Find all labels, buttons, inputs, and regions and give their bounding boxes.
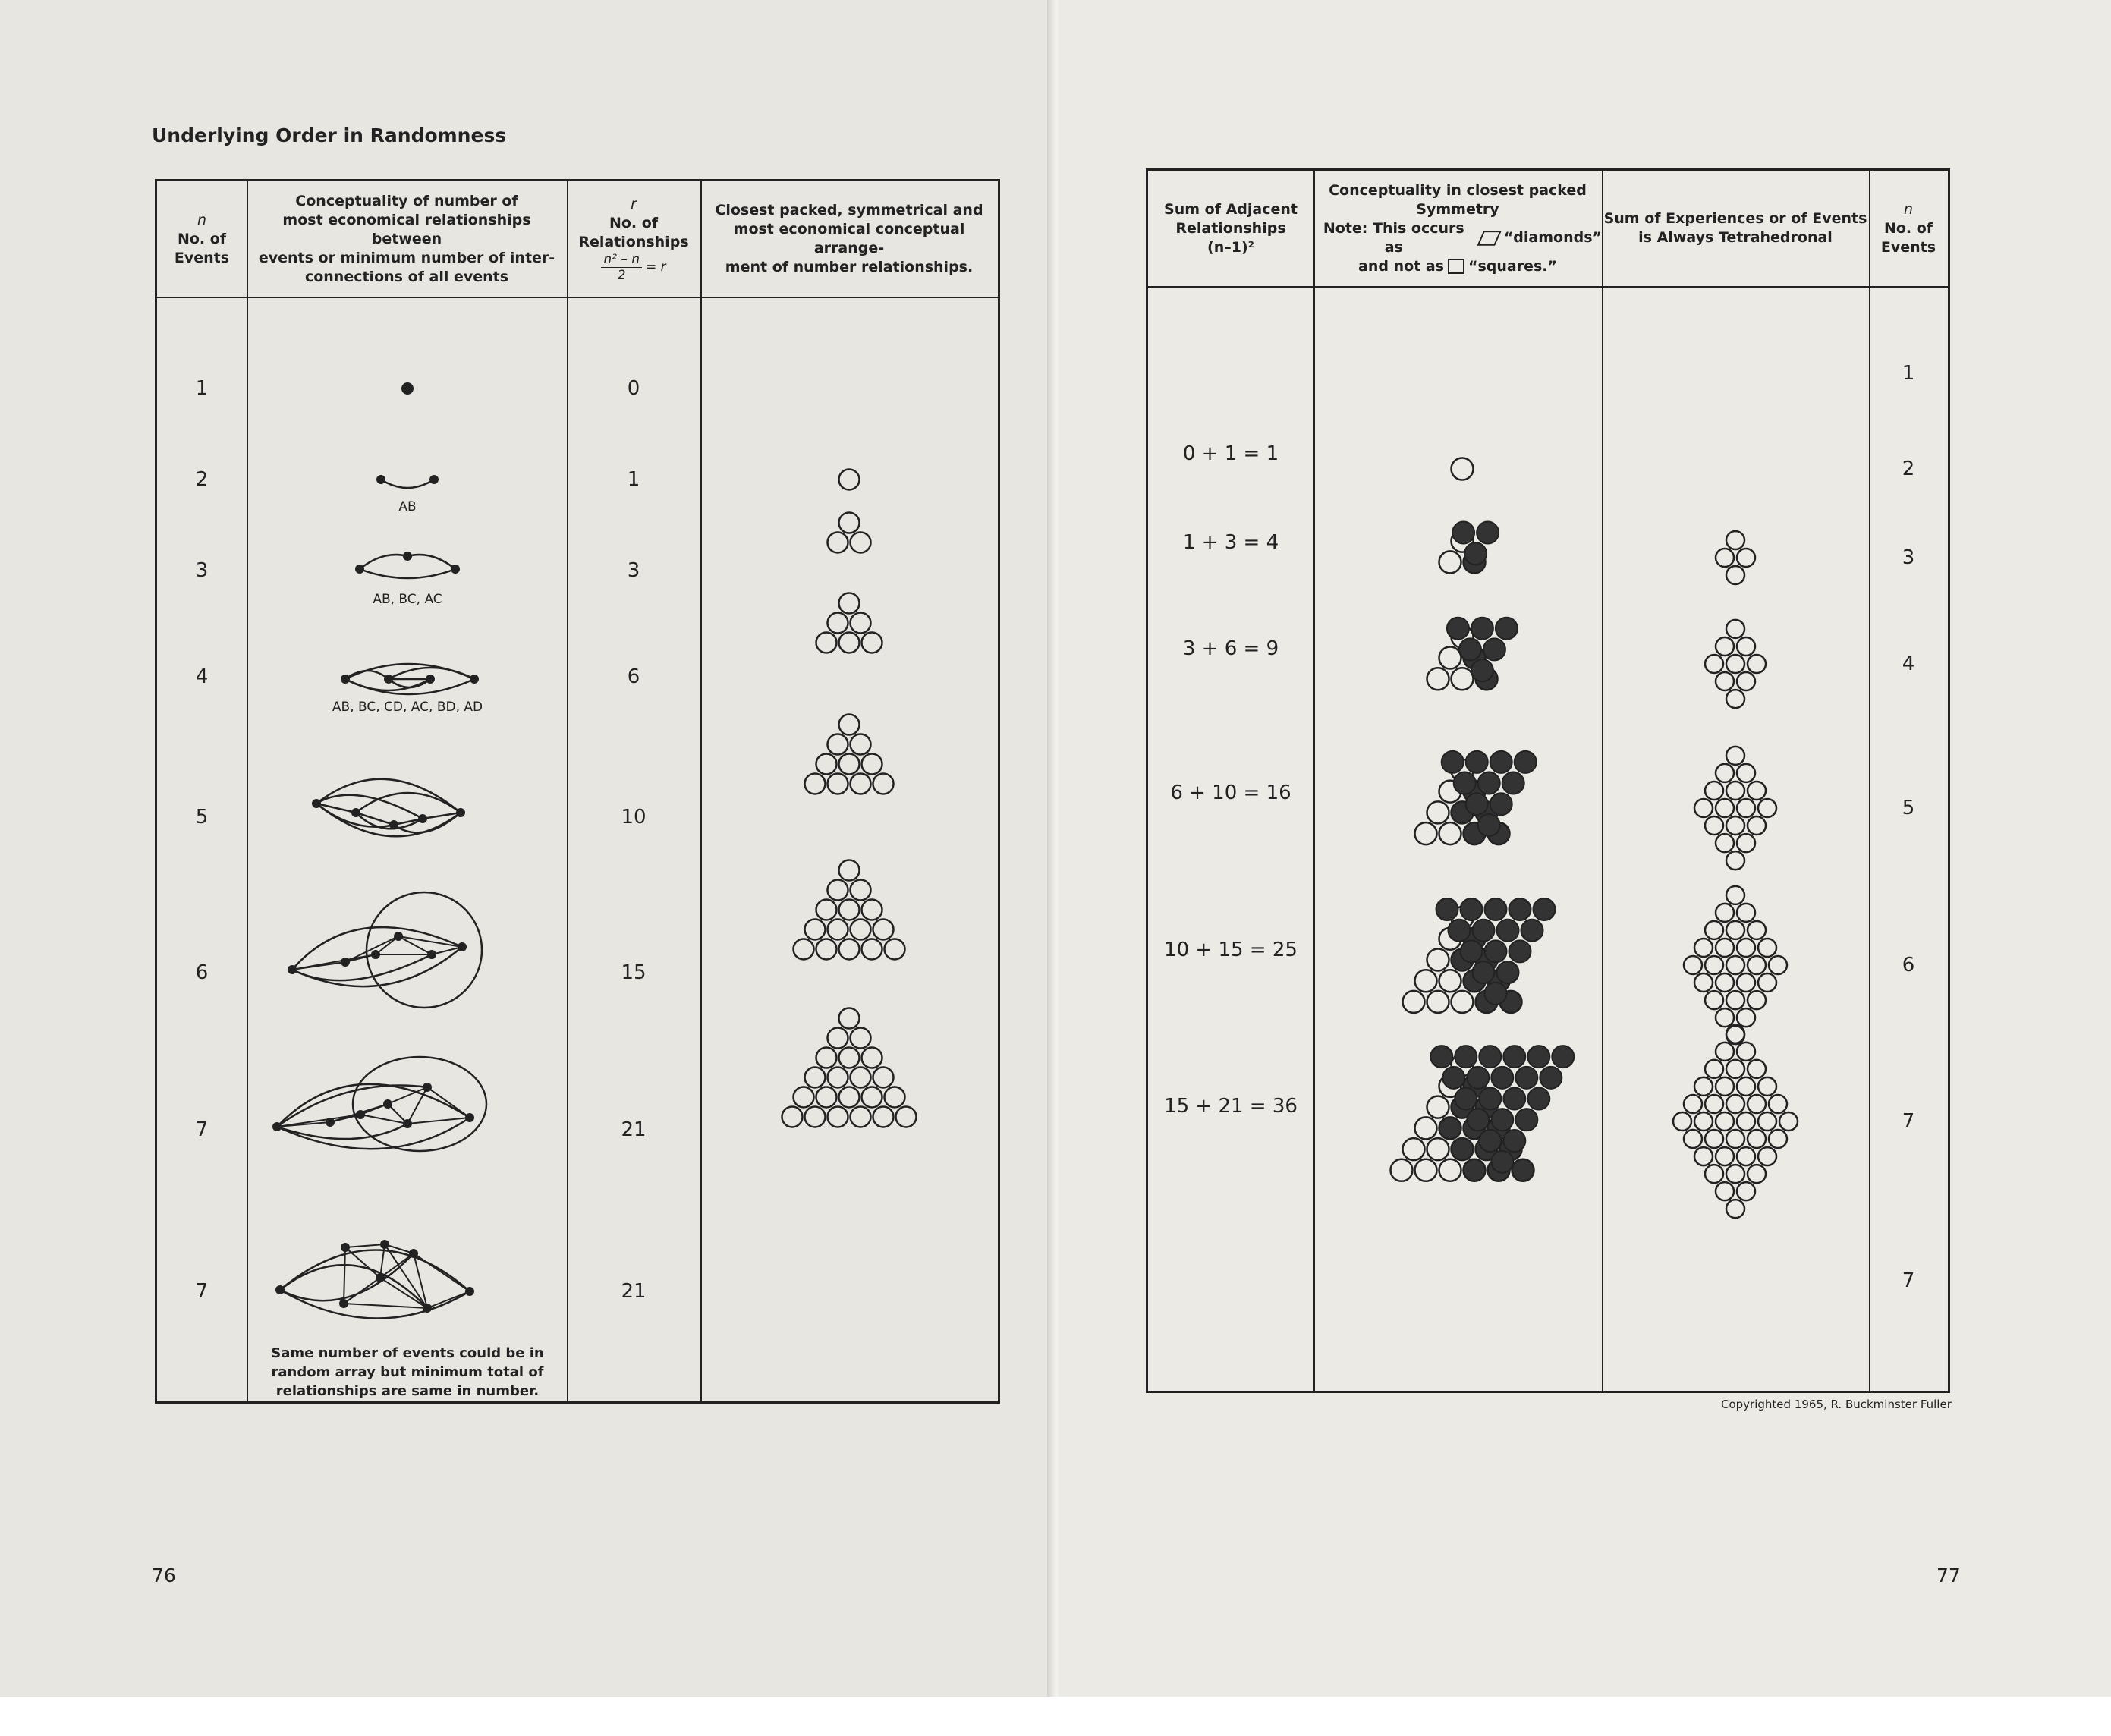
- header-no-of-events: n No. of Events: [174, 211, 230, 266]
- event-count: 7: [1902, 1269, 1915, 1292]
- event-count: 7: [1902, 1110, 1915, 1133]
- page-title: Underlying Order in Randomness: [152, 124, 507, 146]
- event-diagram-5: [312, 779, 465, 836]
- event-count: 2: [1902, 458, 1915, 480]
- tetrahedron-stack-7: [1673, 1025, 1798, 1218]
- tetrahedron-stack-6: [1684, 886, 1787, 1044]
- adjacent-sum: 0 + 1 = 1: [1182, 442, 1279, 465]
- event-count: 1: [1902, 362, 1915, 385]
- adjacent-sum: 1 + 3 = 4: [1182, 531, 1279, 554]
- left-table-drawings: [157, 181, 1002, 1406]
- relationship-label: AB: [398, 499, 417, 514]
- packing-diagram-4: [816, 593, 882, 653]
- tetrahedron-stack-3: [1716, 531, 1755, 584]
- event-count: 5: [1902, 797, 1915, 819]
- header-no-of-relationships: r No. of Relationships $\frac{\text{n² – n}}{2}$ = r: [578, 196, 689, 283]
- event-count: 7: [195, 1280, 209, 1303]
- random-array-note: relationships are same in number.: [275, 1383, 540, 1399]
- relationship-count: 6: [627, 665, 640, 688]
- header-closest-packed: Closest packed, symmetrical and most economical conceptual arrange- ment of number relationships.: [715, 202, 983, 275]
- header-sum-experiences: Sum of Experiences or of Events is Always Tetrahedronal: [1603, 210, 1867, 246]
- header-conceptuality: Conceptuality of number of most economical relationships between events or minimum number of inter- connections of all events: [258, 192, 555, 285]
- event-count: 1: [195, 377, 209, 400]
- relationship-count: 15: [621, 961, 647, 984]
- event-count: 5: [195, 806, 209, 829]
- page-number-right: 77: [1936, 1565, 1961, 1587]
- relationship-count: 1: [627, 468, 640, 491]
- event-count: 7: [195, 1118, 209, 1141]
- event-count: 6: [1902, 954, 1915, 976]
- event-count: 4: [1902, 653, 1915, 675]
- event-count: 3: [1902, 546, 1915, 569]
- relationship-count: 21: [621, 1118, 647, 1141]
- events-relationships-table: [155, 179, 1000, 1404]
- header-sum-adjacent: Sum of Adjacent Relationships (n–1)²: [1164, 200, 1298, 256]
- event-count: 2: [195, 468, 209, 491]
- adjacent-sum: 3 + 6 = 9: [1182, 637, 1279, 660]
- copyright-notice: Copyrighted 1965, R. Buckminster Fuller: [1721, 1398, 1952, 1411]
- packing-diagram-2: [839, 470, 860, 490]
- event-diagram-7: [272, 1057, 486, 1151]
- event-count: 6: [195, 961, 209, 984]
- event-count: 3: [195, 559, 209, 582]
- relationship-count: 21: [621, 1280, 647, 1303]
- right-page: [1059, 0, 2111, 1697]
- packing-diagram-7: [782, 1008, 917, 1127]
- header-no-of-events-right: n No. of Events: [1880, 200, 1936, 256]
- left-page: [0, 0, 1053, 1697]
- tetrahedron-stack-4: [1705, 620, 1766, 708]
- random-event-diagram: [275, 1240, 474, 1319]
- adjacent-sum: 15 + 21 = 36: [1164, 1095, 1298, 1118]
- diamond-packing-2: [1452, 458, 1474, 480]
- tetrahedronal-table: [1146, 168, 1950, 1393]
- packing-diagram-3: [828, 513, 871, 553]
- packing-diagram-6: [794, 860, 905, 960]
- formula: $\frac{\text{n² – n}}{2}$ = r: [601, 252, 665, 283]
- header-symmetry: Conceptuality in closest packed Symmetry Note: This occurs as “diamonds” and not as “squares.”: [1323, 181, 1602, 275]
- event-count: 4: [195, 665, 209, 688]
- relationship-count: 10: [621, 806, 647, 829]
- tetrahedron-stack-5: [1694, 747, 1776, 870]
- page-number-left: 76: [152, 1565, 176, 1587]
- random-array-note: Same number of events could be in: [271, 1345, 544, 1361]
- adjacent-sum: 6 + 10 = 16: [1170, 782, 1291, 804]
- packing-diagram-5: [805, 715, 894, 794]
- relationship-count: 0: [627, 377, 640, 400]
- event-diagram-3: [355, 552, 460, 578]
- event-diagram-1: [401, 382, 414, 395]
- relationship-label: AB, BC, AC: [373, 592, 442, 607]
- random-array-note: random array but minimum total of: [271, 1364, 544, 1380]
- adjacent-sum: 10 + 15 = 25: [1164, 939, 1298, 961]
- relationship-label: AB, BC, CD, AC, BD, AD: [332, 700, 483, 715]
- relationship-count: 3: [627, 559, 640, 582]
- event-diagram-4: [341, 664, 479, 694]
- event-diagram-2: [376, 475, 439, 488]
- event-diagram-6: [288, 892, 482, 1008]
